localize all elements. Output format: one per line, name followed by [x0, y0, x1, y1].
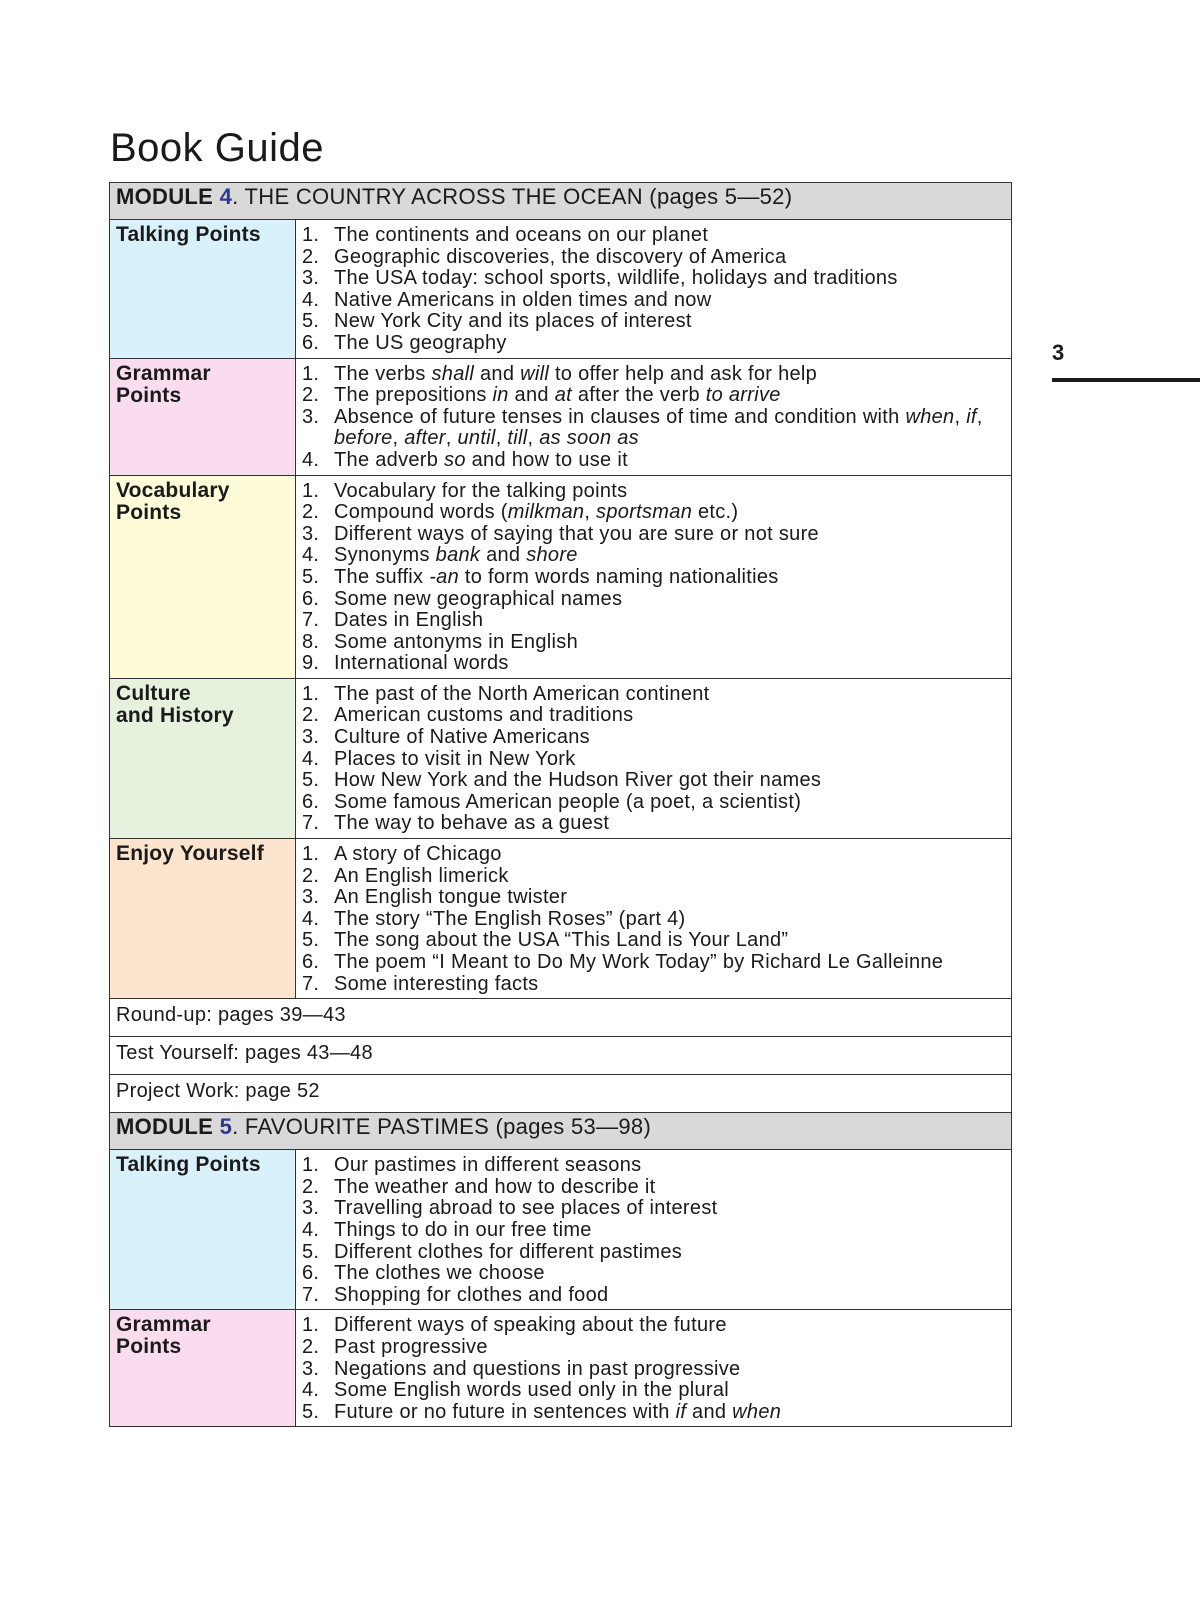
item-text-segment: Future or no future in sentences with	[334, 1400, 676, 1423]
item-text-segment: The US geography	[334, 331, 507, 354]
section-items	[296, 1150, 1012, 1310]
item-text-segment: Geographic discoveries, the discovery of America	[334, 245, 787, 268]
item-number: 2.	[302, 864, 320, 887]
item-list	[302, 1155, 1005, 1306]
list-item	[302, 1220, 1005, 1242]
item-text	[334, 974, 1005, 996]
list-item	[302, 247, 1005, 269]
item-text	[334, 930, 1005, 952]
list-item	[302, 705, 1005, 727]
item-text	[334, 887, 1005, 909]
item-text-segment: Some interesting facts	[334, 972, 539, 995]
item-italic-term: until	[457, 427, 496, 450]
page-number: 3	[1052, 340, 1065, 365]
section-items	[296, 220, 1012, 359]
list-item	[302, 684, 1005, 706]
item-text	[334, 407, 1005, 450]
list-item	[302, 311, 1005, 333]
module-number: 5	[219, 1114, 233, 1140]
module-number: 4	[219, 184, 233, 209]
list-item	[302, 952, 1005, 974]
list-item	[302, 524, 1005, 546]
section-items	[296, 839, 1012, 999]
page-number-rule	[1052, 378, 1200, 382]
item-text-segment: International words	[334, 652, 509, 675]
list-item	[302, 225, 1005, 247]
item-text-segment: Different ways of speaking about the future	[334, 1314, 727, 1337]
section-row-enjoy-yourself	[110, 839, 1012, 999]
item-text	[334, 589, 1005, 611]
item-text-segment: Things to do in our free time	[334, 1218, 592, 1241]
item-number: 1.	[302, 362, 320, 385]
item-number: 6.	[302, 331, 320, 354]
item-text-segment: The way to behave as a guest	[334, 812, 610, 835]
item-italic-term: when	[732, 1400, 782, 1423]
module-footer-row	[110, 1037, 1012, 1075]
item-text	[334, 1380, 1005, 1402]
item-text	[334, 1285, 1005, 1307]
item-number: 3.	[302, 405, 320, 428]
item-text-segment: The prepositions	[334, 384, 493, 407]
list-item	[302, 1155, 1005, 1177]
item-number: 3.	[302, 1357, 320, 1380]
item-text	[334, 1155, 1005, 1177]
section-row-culture-and-history	[110, 678, 1012, 838]
item-text-segment: Some famous American people (a poet, a scientist)	[334, 790, 802, 813]
item-text-segment: The USA today: school sports, wildlife, holidays and traditions	[334, 267, 898, 290]
item-text	[334, 792, 1005, 814]
list-item	[302, 364, 1005, 386]
item-number: 5.	[302, 769, 320, 792]
item-text	[334, 909, 1005, 931]
list-item	[302, 653, 1005, 675]
item-text	[334, 866, 1005, 888]
item-text-segment: The suffix	[334, 565, 430, 588]
section-label-line: Enjoy Yourself	[116, 842, 264, 866]
section-label-line: and History	[116, 703, 234, 727]
list-item	[302, 481, 1005, 503]
item-number: 7.	[302, 812, 320, 835]
list-item	[302, 1285, 1005, 1307]
item-text	[334, 225, 1005, 247]
list-item	[302, 567, 1005, 589]
section-label-line: Grammar	[116, 361, 211, 385]
item-text-segment: Places to visit in New York	[334, 747, 576, 770]
item-number: 2.	[302, 245, 320, 268]
list-item	[302, 290, 1005, 312]
item-text	[334, 727, 1005, 749]
item-italic-term: shore	[526, 544, 578, 567]
item-list	[302, 844, 1005, 995]
list-item	[302, 930, 1005, 952]
item-text-segment: New York City and its places of interest	[334, 310, 692, 333]
module-title: . THE COUNTRY ACROSS THE OCEAN (pages 5—52)	[232, 184, 793, 209]
item-text-segment: to offer help and ask for help	[549, 362, 818, 385]
section-label	[110, 839, 296, 999]
item-number: 1.	[302, 843, 320, 866]
item-text-segment: An English tongue twister	[334, 886, 568, 909]
item-number: 4.	[302, 1379, 320, 1402]
item-text-segment: Some antonyms in English	[334, 630, 578, 653]
item-number: 2.	[302, 384, 320, 407]
item-text	[334, 749, 1005, 771]
item-italic-term: at	[554, 384, 572, 407]
item-number: 3.	[302, 886, 320, 909]
item-number: 5.	[302, 1400, 320, 1423]
item-text	[334, 610, 1005, 632]
item-italic-term: in	[492, 384, 509, 407]
module-word: MODULE	[116, 184, 214, 209]
list-item	[302, 866, 1005, 888]
item-text	[334, 524, 1005, 546]
section-label	[110, 1310, 296, 1427]
item-number: 7.	[302, 972, 320, 995]
list-item	[302, 909, 1005, 931]
list-item	[302, 844, 1005, 866]
list-item	[302, 727, 1005, 749]
item-text-segment: ,	[445, 427, 458, 450]
item-number: 1.	[302, 1314, 320, 1337]
section-items	[296, 678, 1012, 838]
item-italic-term: -an	[429, 565, 460, 588]
item-italic-term: when	[905, 405, 955, 428]
module-word: MODULE	[116, 1114, 214, 1140]
item-number: 2.	[302, 1335, 320, 1358]
item-text-segment: Our pastimes in different seasons	[334, 1154, 642, 1177]
item-text	[334, 268, 1005, 290]
item-text-segment: The adverb	[334, 448, 445, 471]
item-italic-term: as soon as	[539, 427, 639, 450]
item-list	[302, 1315, 1005, 1423]
item-text-segment: An English limerick	[334, 864, 509, 887]
item-list	[302, 225, 1005, 355]
module-footer-text: Project Work: page 52	[110, 1075, 1012, 1113]
item-text-segment: Shopping for clothes and food	[334, 1283, 609, 1306]
module-footer-row	[110, 999, 1012, 1037]
item-italic-term: if	[966, 405, 977, 428]
section-row-talking-points	[110, 220, 1012, 359]
item-number: 3.	[302, 267, 320, 290]
item-number: 3.	[302, 522, 320, 545]
list-item	[302, 813, 1005, 835]
list-item	[302, 632, 1005, 654]
list-item	[302, 333, 1005, 355]
item-italic-term: after	[404, 427, 446, 450]
item-text-segment: The verbs	[334, 362, 432, 385]
item-text-segment: Culture of Native Americans	[334, 726, 590, 749]
item-text-segment: and how to use it	[465, 448, 628, 471]
section-label-line: Points	[116, 383, 182, 407]
item-text-segment: Native Americans in olden times and now	[334, 288, 712, 311]
item-number: 4.	[302, 448, 320, 471]
list-item	[302, 1380, 1005, 1402]
item-number: 6.	[302, 951, 320, 973]
section-label-line: Talking Points	[116, 223, 261, 246]
item-text	[334, 653, 1005, 675]
item-number: 2.	[302, 1175, 320, 1198]
item-number: 3.	[302, 1197, 320, 1220]
item-text-segment: etc.)	[692, 501, 739, 524]
item-text-segment: The past of the North American continent	[334, 682, 710, 705]
list-item	[302, 1177, 1005, 1199]
item-text-segment: Some English words used only in the plural	[334, 1379, 730, 1402]
list-item	[302, 589, 1005, 611]
item-text-segment: ,	[392, 427, 405, 450]
item-text-segment: Dates in English	[334, 609, 484, 632]
item-text	[334, 632, 1005, 654]
item-number: 7.	[302, 1283, 320, 1306]
list-item	[302, 407, 1005, 450]
section-label	[110, 220, 296, 359]
item-text-segment: American customs and traditions	[334, 704, 634, 727]
module-title: . FAVOURITE PASTIMES (pages 53—98)	[232, 1114, 652, 1140]
item-number: 6.	[302, 790, 320, 813]
item-text	[334, 1263, 1005, 1285]
section-label-line: Culture	[116, 681, 191, 705]
item-text	[334, 247, 1005, 269]
list-item	[302, 1402, 1005, 1424]
item-text-segment: Vocabulary for the talking points	[334, 479, 628, 502]
item-number: 4.	[302, 747, 320, 770]
section-label-line: Talking Points	[116, 1153, 261, 1177]
item-text-segment: The weather and how to describe it	[334, 1175, 656, 1198]
item-text	[334, 770, 1005, 792]
section-items	[296, 358, 1012, 475]
section-label	[110, 678, 296, 838]
item-number: 3.	[302, 726, 320, 749]
item-text-segment: The poem “I Meant to Do My Work Today” by Richard Le Galleinne	[334, 951, 944, 973]
item-text-segment: Synonyms	[334, 544, 436, 567]
item-number: 8.	[302, 630, 320, 653]
module-header	[110, 183, 1012, 220]
item-number: 2.	[302, 704, 320, 727]
item-text-segment: ,	[976, 405, 983, 428]
item-number: 4.	[302, 288, 320, 311]
list-item	[302, 450, 1005, 472]
item-text-segment: Some new geographical names	[334, 587, 623, 610]
item-text-segment: How New York and the Hudson River got their names	[334, 769, 822, 792]
book-guide-table	[109, 182, 1012, 1427]
item-text	[334, 545, 1005, 567]
list-item	[302, 887, 1005, 909]
item-number: 1.	[302, 1154, 320, 1177]
list-item	[302, 1263, 1005, 1285]
item-italic-term: shall	[431, 362, 475, 385]
item-number: 6.	[302, 587, 320, 610]
section-row-grammar-points	[110, 1310, 1012, 1427]
section-row-talking-points	[110, 1150, 1012, 1310]
item-text-segment: Past progressive	[334, 1335, 488, 1358]
item-italic-term: milkman	[507, 501, 585, 524]
item-italic-term: if	[675, 1400, 687, 1423]
section-label-line: Grammar	[116, 1313, 211, 1337]
item-text	[334, 567, 1005, 589]
item-text	[334, 290, 1005, 312]
section-row-grammar-points	[110, 358, 1012, 475]
item-list	[302, 481, 1005, 675]
module-footer-text: Test Yourself: pages 43—48	[110, 1037, 1012, 1075]
item-number: 1.	[302, 479, 320, 502]
item-number: 5.	[302, 929, 320, 952]
list-item	[302, 1242, 1005, 1264]
item-text	[334, 450, 1005, 472]
item-text	[334, 813, 1005, 835]
item-text-segment: The clothes we choose	[334, 1262, 545, 1285]
item-text	[334, 502, 1005, 524]
item-number: 1.	[302, 682, 320, 705]
item-text-segment: after the verb	[571, 384, 706, 407]
item-text-segment: Negations and questions in past progressive	[334, 1357, 741, 1380]
list-item	[302, 610, 1005, 632]
item-text-segment: and	[508, 384, 555, 407]
item-text-segment: ,	[954, 405, 967, 428]
item-text	[334, 952, 1005, 974]
item-text-segment: and	[480, 544, 527, 567]
item-text	[334, 364, 1005, 386]
item-italic-term: sportsman	[596, 501, 693, 524]
item-text	[334, 684, 1005, 706]
item-text-segment: Compound words (	[334, 501, 508, 524]
list-item	[302, 749, 1005, 771]
list-item	[302, 1359, 1005, 1381]
list-item	[302, 1315, 1005, 1337]
list-item	[302, 792, 1005, 814]
list-item	[302, 974, 1005, 996]
list-item	[302, 268, 1005, 290]
section-items	[296, 1310, 1012, 1427]
item-text-segment: The continents and oceans on our planet	[334, 224, 709, 246]
item-number: 5.	[302, 310, 320, 333]
item-text	[334, 481, 1005, 503]
item-text	[334, 1177, 1005, 1199]
module-footer-row	[110, 1075, 1012, 1113]
item-number: 9.	[302, 652, 320, 675]
item-italic-term: to arrive	[705, 384, 781, 407]
page-title: Book Guide	[110, 126, 325, 170]
item-number: 5.	[302, 565, 320, 588]
module-header-row	[110, 183, 1012, 220]
item-text-segment: ,	[527, 427, 540, 450]
item-number: 5.	[302, 1240, 320, 1263]
item-text-segment: Travelling abroad to see places of interest	[334, 1197, 718, 1220]
item-italic-term: till	[507, 427, 528, 450]
item-text-segment: Absence of future tenses in clauses of time and condition with	[334, 405, 906, 428]
module-header-row	[110, 1113, 1012, 1150]
list-item	[302, 770, 1005, 792]
module-header	[110, 1113, 1012, 1150]
item-text-segment: and	[474, 362, 521, 385]
item-text	[334, 385, 1005, 407]
item-text	[334, 705, 1005, 727]
item-text-segment: ,	[584, 501, 597, 524]
item-number: 1.	[302, 224, 320, 246]
item-number: 2.	[302, 501, 320, 524]
section-row-vocabulary-points	[110, 475, 1012, 678]
item-text-segment: to form words naming nationalities	[459, 565, 779, 588]
item-text	[334, 844, 1005, 866]
item-text	[334, 1359, 1005, 1381]
section-label-line: Points	[116, 1335, 182, 1359]
item-text-segment: ,	[495, 427, 508, 450]
section-label	[110, 358, 296, 475]
item-italic-term: before	[334, 427, 393, 450]
item-text	[334, 333, 1005, 355]
item-text	[334, 1337, 1005, 1359]
item-text-segment: A story of Chicago	[334, 843, 502, 866]
item-list	[302, 684, 1005, 835]
item-italic-term: will	[520, 362, 550, 385]
item-text-segment: The story “The English Roses” (part 4)	[334, 907, 686, 930]
item-number: 4.	[302, 544, 320, 567]
item-text-segment: The song about the USA “This Land is Your Land”	[334, 929, 789, 952]
item-text	[334, 311, 1005, 333]
item-text	[334, 1220, 1005, 1242]
module-footer-text: Round-up: pages 39—43	[110, 999, 1012, 1037]
list-item	[302, 545, 1005, 567]
section-label-line: Points	[116, 500, 182, 524]
item-number: 7.	[302, 609, 320, 632]
item-italic-term: bank	[435, 544, 481, 567]
item-number: 4.	[302, 907, 320, 930]
item-text	[334, 1402, 1005, 1424]
item-number: 6.	[302, 1262, 320, 1285]
section-label	[110, 1150, 296, 1310]
item-text	[334, 1242, 1005, 1264]
list-item	[302, 1198, 1005, 1220]
item-italic-term: so	[444, 448, 466, 471]
list-item	[302, 502, 1005, 524]
item-text	[334, 1315, 1005, 1337]
item-text-segment: and	[686, 1400, 733, 1423]
list-item	[302, 1337, 1005, 1359]
section-items	[296, 475, 1012, 678]
item-text	[334, 1198, 1005, 1220]
section-label	[110, 475, 296, 678]
item-text-segment: Different ways of saying that you are sure or not sure	[334, 522, 819, 545]
item-text-segment: Different clothes for different pastimes	[334, 1240, 683, 1263]
item-number: 4.	[302, 1218, 320, 1241]
section-label-line: Vocabulary	[116, 478, 230, 502]
list-item	[302, 385, 1005, 407]
item-list	[302, 364, 1005, 472]
